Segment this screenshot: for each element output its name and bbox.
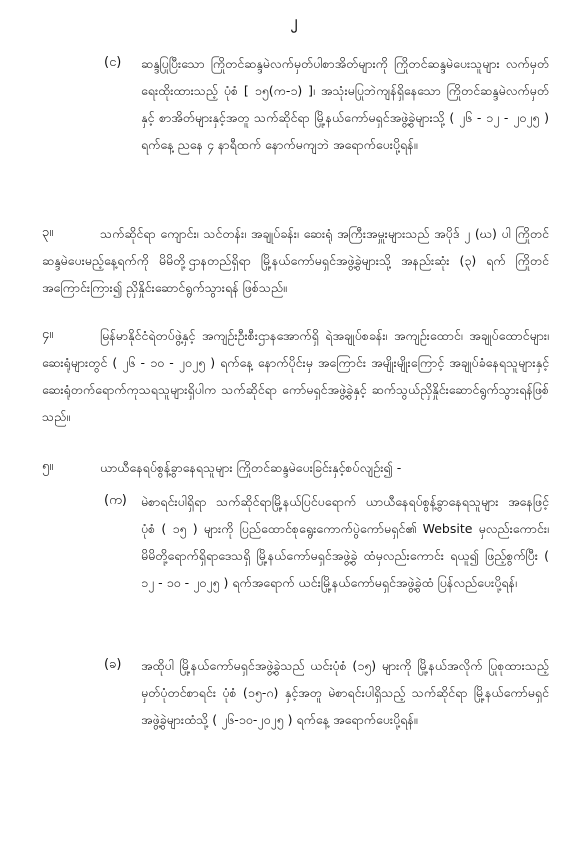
paragraph-body: ယာယီနေရပ်စွန့်ခွာနေရသူများ ကြိုတင်ဆန္ဒမဲပေးခြင်းနှင့်စပ်လျဉ်း၍ - [100, 460, 402, 475]
page-number: ၂ [290, 14, 298, 30]
clause-paragraph: မဲစာရင်းပါရှိရာ သက်ဆိုင်ရာမြို့နယ်ပြင်ပရောက် ယာယီနေရပ်စွန့်ခွာနေရသူများ အနေဖြင့် ပုံစံ ( ၁၅ ) များကို ပြည်ထောင်စုရွေးကောက်ပွဲကော်မရှင်၏ Website မှလည်းကောင်း၊ မိမိတို့ရောက်ရှိရာဒေသရှိ မြို့နယ်ကော်မရှင်အဖွဲ့ခွဲ ထံမှလည်းကောင်း ရယူ၍ ဖြည့်စွက်ပြီး ( ၁၂ - ၁၀ - ၂၀၂၅ ) ရက်အရောက် ယင်းမြို့နယ်ကော်မရှင်အဖွဲ့ခွဲထံ ပြန်လည်ပေးပို့ရန်၊ [141, 494, 549, 590]
paragraph-text [42, 322, 549, 434]
paragraph-body: သက်ဆိုင်ရာ ကျောင်း၊ သင်တန်း၊ အချုပ်ခန်း၊ ဆေးရုံ အကြီးအမှူးများသည် အပိုဒ် ၂ (ဃ) ပါ ကြိုတင်ဆန္ဒမဲပေးမည့်နေ့ရက်ကို မိမိတို့ဌာနတည်ရှိရာ မြို့နယ်ကော်မရှင်အဖွဲ့ခွဲများသို့ အနည်းဆုံး (၃) ရက် ကြိုတင်အကြောင်းကြား၍ ညှိနှိုင်းဆောင်ရွက်သွားရန် ဖြစ်သည်။ [42, 226, 549, 295]
paragraph-text [42, 220, 549, 305]
paragraph-text [100, 454, 549, 484]
clause-paragraph: ဆန္ဒပြုပြီးသော ကြိုတင်ဆန္ဒမဲလက်မှတ်ပါစာအိတ်များကို ကြိုတင်ဆန္ဒမဲပေးသူများ လက်မှတ်ရေးထိုးထားသည့် ပုံစံ [ ၁၅(က-၁) ]၊ အသုံးမပြုဘဲကျန်ရှိနေသော ကြိုတင်ဆန္ဒမဲလက်မှတ်နှင့် စာအိတ်များနှင့်အတူ သက်ဆိုင်ရာ မြို့နယ်ကော်မရှင်အဖွဲ့ခွဲများသို့ ( ၂၆ - ၁၂ - ၂၀၂၅ ) ရက်နေ့ ညနေ ၄ နာရီထက် နောက်မကျဘဲ အရောက်ပေးပို့ရန်။ [141, 56, 549, 152]
clause-text [141, 50, 549, 190]
paragraph-number: ၃။ [42, 225, 54, 240]
paragraph-number: ၅။ [42, 459, 54, 474]
clause-marker: (ခ) [104, 657, 122, 672]
paragraph-body: မြန်မာနိုင်ငံရဲတပ်ဖွဲ့နှင့် အကျဉ်းဦးစီးဌာနအောက်ရှိ ရဲအချုပ်စခန်း၊ အကျဉ်းထောင်၊ အချုပ်ထောင်များ၊ ဆေးရုံများတွင် ( ၂၆ - ၁၀ - ၂၀၂၅ ) ရက်နေ့ နောက်ပိုင်းမှ အကြောင်း အမျိုးမျိုးကြောင့် အချုပ်ခံနေရသူများနှင့် ဆေးရုံတက်ရောက်ကုသရသူများရှိပါက သက်ဆိုင်ရာ ကော်မရှင်အဖွဲ့ခွဲနှင့် ဆက်သွယ်ညှိနှိုင်းဆောင်ရွက်သွားရန်ဖြစ်သည်။ [42, 328, 549, 424]
clause-marker: (င) [104, 55, 122, 70]
paragraph-number: ၄။ [42, 327, 54, 342]
clause-text [141, 652, 549, 767]
clause-marker: (က) [104, 493, 127, 508]
clause-text [141, 488, 549, 628]
clause-paragraph: အထိုပါ မြို့နယ်ကော်မရှင်အဖွဲ့ခွဲသည် ယင်းပုံစံ (၁၅) များကို မြို့နယ်အလိုက် ပြုစုထားသည့် မှတ်ပုံတင်စာရင်း ပုံစံ (၁၅-ဂ) နှင့်အတူ မဲစာရင်းပါရှိသည့် သက်ဆိုင်ရာ မြို့နယ်ကော်မရှင်အဖွဲ့ခွဲများထံသို့ ( ၂၆-၁၀-၂၀၂၅ ) ရက်နေ့ အရောက်ပေးပို့ရန်။ [141, 658, 549, 727]
